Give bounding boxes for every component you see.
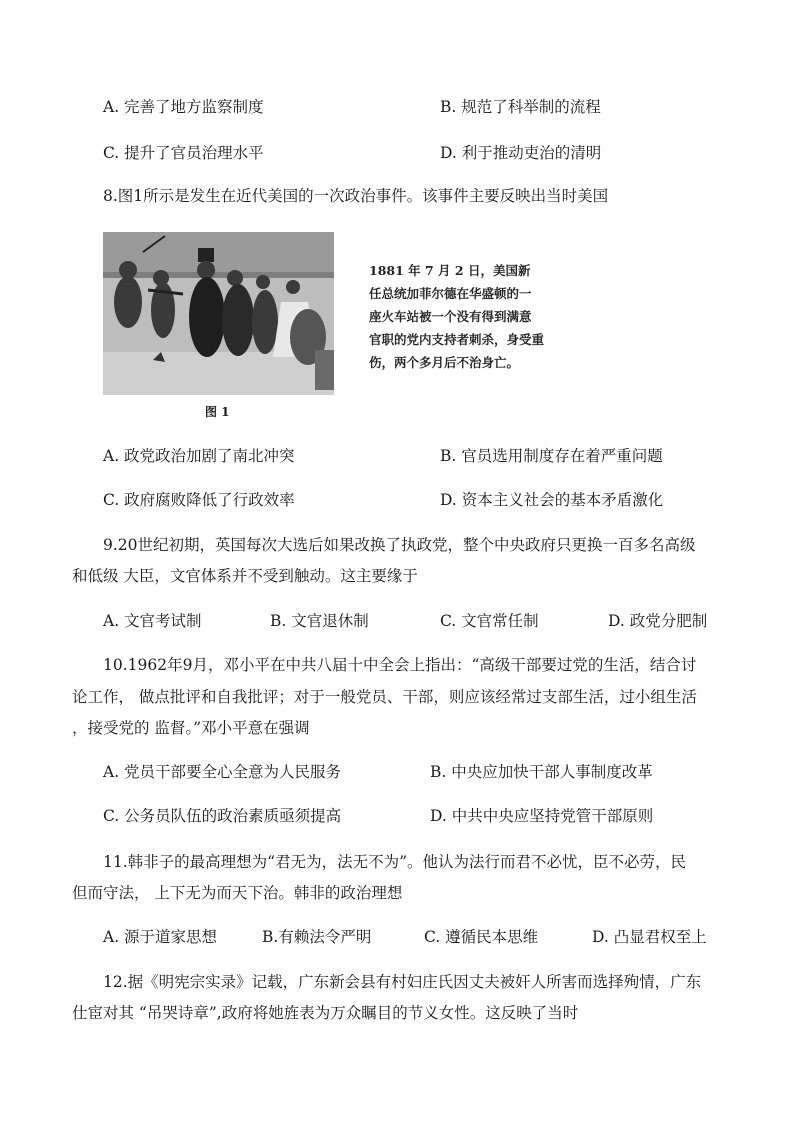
q11-option-d: D. 凸显君权至上 xyxy=(592,928,707,946)
figure-caption-text: 1881 年 7 月 2 日，美国新 任总统加菲尔德在华盛顿的一 座火车站被一个没有得到满意 官职的党内支持者刺杀，身受重 伤，两个多月后不治身亡。 xyxy=(369,263,545,370)
q9-line-2: 和低级 大臣，文官体系并不受到触动。这主要缘于 xyxy=(72,567,418,585)
q10-option-b: B. 中央应加快干部人事制度改革 xyxy=(430,763,653,781)
q8-option-b: B. 官员选用制度存在着严重问题 xyxy=(440,447,663,465)
q8-option-c: C. 政府腐败降低了行政效率 xyxy=(103,491,295,509)
q7-option-b: B. 规范了科举制的流程 xyxy=(440,98,601,116)
q10-line-1: 10.1962年9月，邓小平在中共八届十中全会上指出：“高级干部要过党的生活，结合讨 xyxy=(103,656,697,674)
q12-line-2: 仕宦对其 “吊哭诗章”,政府将她旌表为万众瞩目的节义女性。这反映了当时 xyxy=(72,1004,579,1022)
q11-option-a: A. 源于道家思想 xyxy=(103,928,218,946)
q7-option-d: D. 利于推动吏治的清明 xyxy=(440,144,602,162)
q10-line-3: ，接受党的 监督。”邓小平意在强调 xyxy=(72,719,310,737)
q8-stem: 8.图1所示是发生在近代美国的一次政治事件。该事件主要反映出当时美国 xyxy=(103,187,609,205)
q8-option-a: A. 政党政治加剧了南北冲突 xyxy=(103,447,295,465)
q9-option-d: D. 政党分肥制 xyxy=(608,612,708,630)
q9-line-1: 9.20世纪初期，英国每次大选后如果改换了执政党，整个中央政府只更换一百多名高级 xyxy=(103,536,696,554)
q10-line-2: 论工作， 做点批评和自我批评；对于一般党员、干部，则应该经常过支部生活，过小组生活 xyxy=(72,688,697,706)
q7-option-c: C. 提升了官员治理水平 xyxy=(103,144,264,162)
figure-label: 图 1 xyxy=(205,405,230,419)
q11-option-b: B.有赖法令严明 xyxy=(262,928,372,946)
q7-option-a: A. 完善了地方监察制度 xyxy=(103,98,264,116)
q11-option-c: C. 遵循民本思维 xyxy=(424,928,539,946)
q9-option-c: C. 文官常任制 xyxy=(440,612,539,630)
q8-option-d: D. 资本主义社会的基本矛盾激化 xyxy=(440,491,664,509)
q9-option-a: A. 文官考试制 xyxy=(103,612,202,630)
q11-line-1: 11.韩非子的最高理想为“君无为，法无不为”。他认为法行而君不必忧，臣不必劳，民 xyxy=(103,853,687,871)
q10-option-a: A. 党员干部要全心全意为人民服务 xyxy=(103,763,342,781)
q12-line-1: 12.据《明宪宗实录》记载，广东新会县有村妇庄氏因丈夫被奸人所害而选择殉情，广东 xyxy=(103,973,702,991)
q9-option-b: B. 文官退休制 xyxy=(270,612,369,630)
q10-option-c: C. 公务员队伍的政治素质亟须提高 xyxy=(103,807,342,825)
assassination-engraving-image xyxy=(103,232,334,395)
q10-option-d: D. 中共中央应坚持党管干部原则 xyxy=(430,807,654,825)
q11-line-2: 但而守法， 上下无为而天下治。韩非的政治理想 xyxy=(72,884,403,902)
